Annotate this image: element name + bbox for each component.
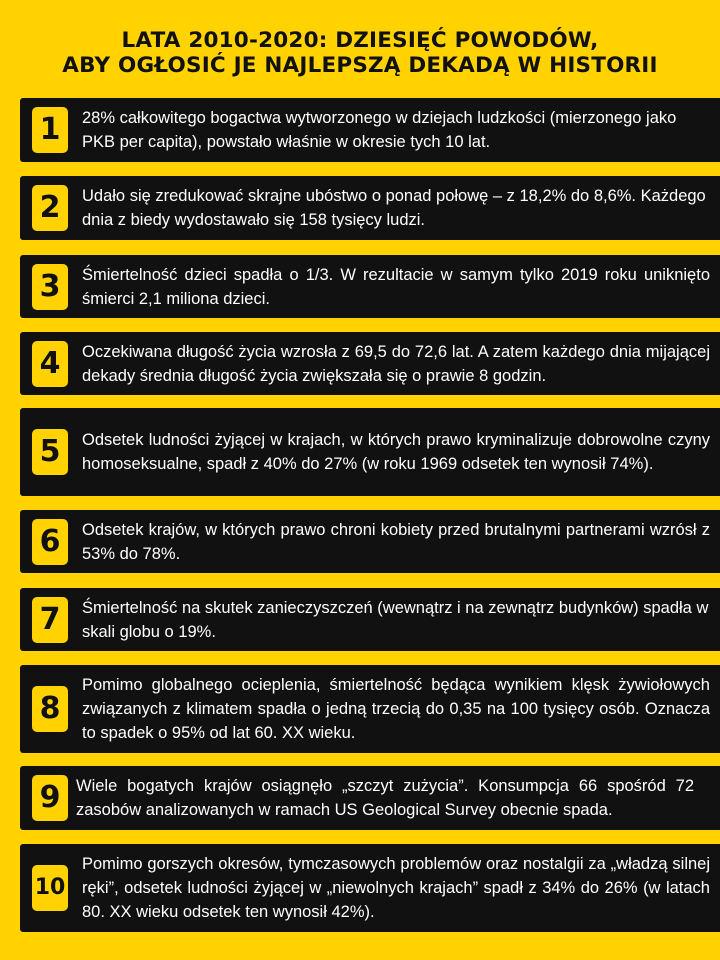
reason-text: 28% całkowitego bogactwa wytworzonego w dziejach ludzkości (mierzonego jako PKB per capita), powstało właśnie w okresie tych 10 lat. bbox=[82, 109, 677, 151]
reason-number-badge: 3 bbox=[32, 264, 68, 310]
reason-text: Odsetek krajów, w których prawo chroni kobiety przed brutalnymi partnerami wzrósł z 53% do 78%. bbox=[82, 520, 710, 563]
reason-text: Pomimo globalnego ocieplenia, śmiertelność będąca wynikiem klęsk żywiołowych związanych z klimatem spadła o jedną trzecią do 0,35 na 100 tysięcy osób. Oznacza to spadek o 95% od lat 60. XX wieku. bbox=[82, 676, 710, 742]
title-line-1: LATA 2010-2020: DZIESIĘĆ POWODÓW, bbox=[121, 28, 599, 53]
reason-number-badge: 7 bbox=[32, 597, 68, 643]
reason-item-10 bbox=[20, 844, 720, 932]
reason-item-4 bbox=[20, 332, 720, 395]
reason-text: Pomimo gorszych okresów, tymczasowych problemów oraz nostalgii za „władzą silnej ręki”, odsetek ludności żyjącej w „niewolnych krajach” spadł z 34% do 26% (w latach 80. XX wieku odsetek ten wynosił 42%). bbox=[82, 855, 710, 921]
reason-item-7 bbox=[20, 588, 720, 651]
reason-item-8 bbox=[20, 665, 720, 753]
reason-item-3 bbox=[20, 255, 720, 318]
reason-text: Śmiertelność dzieci spadła o 1/3. W rezultacie w samym tylko 2019 roku uniknięto śmierci 2,1 miliona dzieci. bbox=[82, 265, 710, 308]
reason-number-badge: 9 bbox=[32, 775, 68, 821]
reason-item-9 bbox=[20, 766, 720, 830]
reason-number-badge: 1 bbox=[32, 107, 68, 153]
reason-number-badge: 10 bbox=[32, 865, 68, 911]
reason-text: Oczekiwana długość życia wzrosła z 69,5 do 72,6 lat. A zatem każdego dnia mijającej dekady średnia długość życia zwiększała się o prawie 8 godzin. bbox=[82, 342, 710, 385]
reason-number-badge: 4 bbox=[32, 341, 68, 387]
reason-text: Odsetek ludności żyjącej w krajach, w których prawo kryminalizuje dobrowolne czyny homoseksualne, spadł z 40% do 27% (w roku 1969 odsetek ten wynosił 74%). bbox=[82, 431, 710, 473]
reason-item-2 bbox=[20, 176, 720, 240]
reason-number-badge: 6 bbox=[32, 519, 68, 565]
reason-item-1 bbox=[20, 98, 720, 162]
page-title bbox=[0, 28, 720, 78]
reason-item-5 bbox=[20, 408, 720, 496]
reason-text: Śmiertelność na skutek zanieczyszczeń (wewnątrz i na zewnątrz budynków) spadła w skali globu o 19%. bbox=[82, 598, 709, 641]
reason-number-badge: 5 bbox=[32, 429, 68, 475]
reason-text: Udało się zredukować skrajne ubóstwo o ponad połowę – z 18,2% do 8,6%. Każdego dnia z biedy wydostawało się 158 tysięcy ludzi. bbox=[82, 187, 706, 229]
reason-number-badge: 8 bbox=[32, 686, 68, 732]
reason-item-6 bbox=[20, 510, 720, 573]
reason-number-badge: 2 bbox=[32, 185, 68, 231]
reason-text: Wiele bogatych krajów osiągnęło „szczyt zużycia”. Konsumpcja 66 spośród 72 zasobów analizowanych w ramach US Geological Survey obecnie spada. bbox=[76, 777, 694, 819]
title-line-2: ABY OGŁOSIĆ JE NAJLEPSZĄ DEKADĄ W HISTORII bbox=[62, 53, 658, 78]
